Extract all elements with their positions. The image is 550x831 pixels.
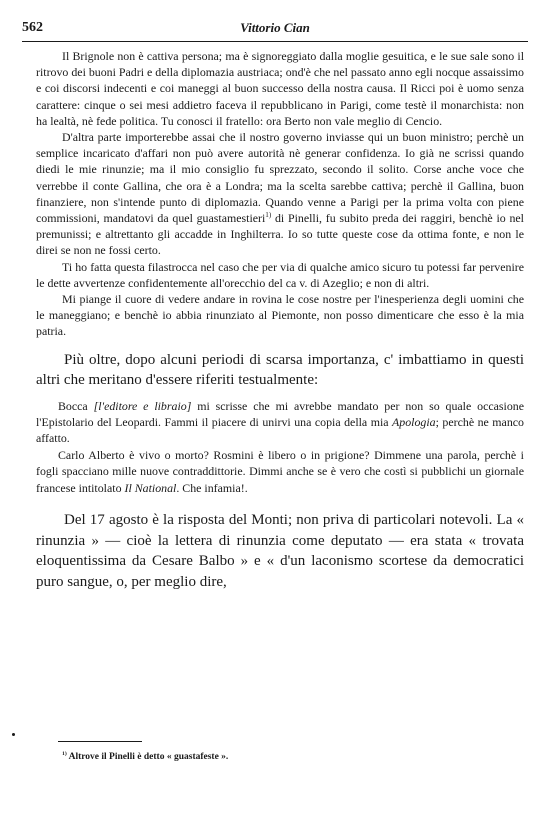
running-head: Vittorio Cian xyxy=(240,20,310,35)
page-number: 562 xyxy=(22,20,43,35)
quote-text: mi scrisse che mi avrebbe mandato per non so quale occasione l'Epistolario del Leopardi. Fammi il piacere di unirvi una copia della mia xyxy=(36,398,525,430)
quote-italic: [l'editore e libraio] xyxy=(93,398,192,413)
letter-excerpt xyxy=(36,48,524,340)
quote-italic: Apologia xyxy=(392,415,436,430)
quote-text: Carlo Alberto è vivo o morto? Rosmini è libero o in prigione? Dimmene una parola, perchè i fogli spacciano mille nuove contraddittorie. Dimmi anche se è vero che costì si pubblichi un giornale francese intitolato xyxy=(36,447,524,495)
letter-paragraph: Il Brignole non è cattiva persona; ma è signoreggiato dalla moglie gesuitica, e le sue sale sono il ritrovo dei buoni Padri e della diplomazia austriaca; ond'è che nel passato anno egli nocque assaissimo e coi discorsi indecenti e coi maneggi al buon successo della nostra causa. Il Ricci poi è uomo senza carattere: cinque o sei mesi addietro faceva il repubblicano in Parigi, come testè il monarchista: non ha lealtà, nè fede politica. Tu conosci il fratello: ora Berto non vale meglio di Cencio. xyxy=(36,49,524,128)
footnote-reference: 1) xyxy=(265,211,272,220)
margin-mark xyxy=(12,733,15,736)
letter-paragraph-text: di Pinelli, fu subito preda dei raggiri, benchè io nel premunissi; e altrettanto gli accadde in Inghilterra. Io so tutte queste cose da ottima fonte, e non le direi se non ne fossi certo. xyxy=(36,211,524,258)
letter-paragraph xyxy=(36,129,524,259)
quote-paragraph xyxy=(36,447,524,496)
body-text xyxy=(36,48,524,592)
footnote-text: Altrove il Pinelli è detto « guastafeste ». xyxy=(66,752,229,762)
letter-paragraph: Mi piange il cuore di vedere andare in rovina le cose nostre per l'inesperienza degli uomini che le maneggiano; e benchè io abbia rinunziato al Piemonte, non posso dimenticare che esso è la mia patria. xyxy=(36,292,524,339)
quoted-excerpt xyxy=(36,398,524,496)
narration-paragraph: Del 17 agosto è la risposta del Monti; non priva di particolari notevoli. La « rinunzia » — cioè la lettera di rinunzia come deputato — era stata « trovata eloquentissima da Cesare Balbo » e « d'un laconismo scortese da democratici puro sangue, o, per meglio dire, xyxy=(36,512,524,590)
quote-paragraph xyxy=(36,398,524,447)
letter-paragraph-text: D'altra parte importerebbe assai che il nostro governo inviasse qui un buon ministro; perchè un semplice incaricato d'affari non può avere autorità nè generar confidenza. Io già ne scrissi quando diedi le mie rinunzie; ma il mio consiglio fu sprezzato, secondo il solito. Corse anche voce che verrebbe il conte Gallina, che ora è a Londra; ma la scelta sarebbe cattiva; perchè il Gallina, buon finanziere, non s'intende punto di diplomazia. Quando venne a Parigi per la prima volta con piene commissioni, mandatovi da quel guastamestieri xyxy=(36,130,524,226)
letter-paragraph: Ti ho fatta questa filastrocca nel caso che per via di qualche amico sicuro tu potessi far pervenire le dette avvertenze confidentemente all'orecchio del ca v. di Azeglio; e non di altri. xyxy=(36,259,524,290)
footnote-marker: 1) xyxy=(62,750,67,757)
quote-text: Bocca xyxy=(58,398,94,413)
footnote xyxy=(62,751,524,763)
footnote-rule xyxy=(58,741,142,742)
quote-text: . Che infamia!. xyxy=(176,480,248,495)
quote-italic: Il National xyxy=(124,480,177,495)
header-rule xyxy=(22,41,528,42)
narration-paragraph: Più oltre, dopo alcuni periodi di scarsa importanza, c' imbattiamo in questi altri che meritano d'essere riferiti testualmente: xyxy=(36,351,524,388)
quote-text: ; perchè ne manco affatto. xyxy=(36,415,524,446)
page-header xyxy=(22,20,528,40)
